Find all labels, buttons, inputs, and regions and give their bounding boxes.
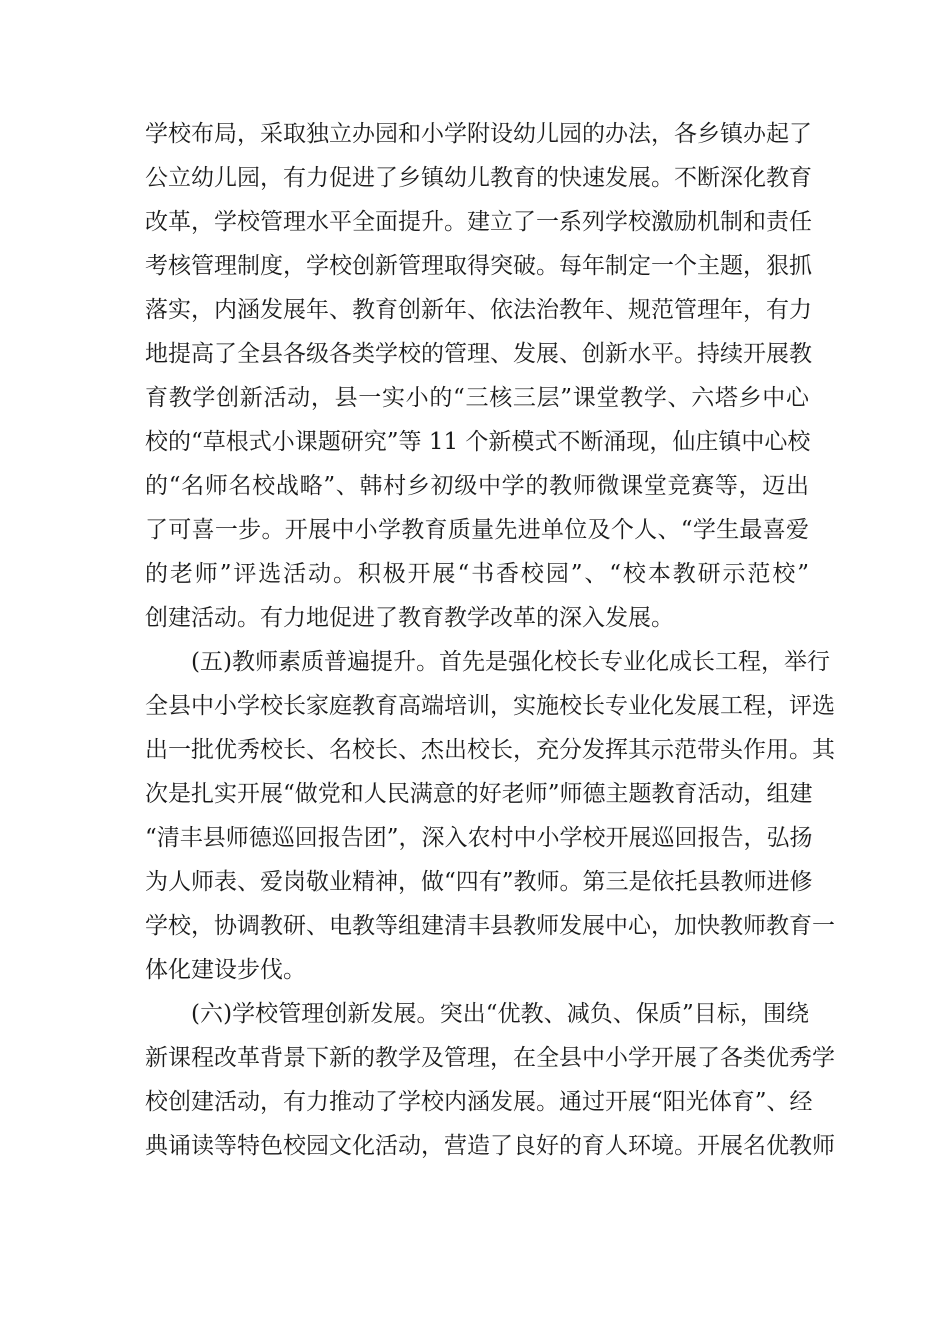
text-line: 考核管理制度，学校创新管理取得突破。每年制定一个主题，狠抓 [145, 253, 812, 279]
text-line: 校的“草根式小课题研究”等 11 个新模式不断涌现，仙庄镇中心校 [145, 429, 811, 455]
paragraph-school-management [145, 992, 835, 1168]
text-line: 改革，学校管理水平全面提升。建立了一系列学校激励机制和责任 [145, 209, 812, 235]
text-line: 校创建活动，有力推动了学校内涵发展。通过开展“阳光体育”、经 [145, 1089, 813, 1115]
text-line: (六)学校管理创新发展。突出“优教、减负、保质”目标，围绕 [191, 1001, 809, 1027]
text-line: 出一批优秀校长、名校长、杰出校长，充分发挥其示范带头作用。其 [145, 737, 835, 763]
text-line: 全县中小学校长家庭教育高端培训，实施校长专业化发展工程，评选 [145, 693, 835, 719]
text-line: 了可喜一步。开展中小学教育质量先进单位及个人、“学生最喜爱 [145, 517, 809, 543]
text-line: 育教学创新活动，县一实小的“三核三层”课堂教学、六塔乡中心 [145, 385, 809, 411]
text-line: 典诵读等特色校园文化活动，营造了良好的育人环境。开展名优教师 [145, 1133, 835, 1159]
text-line: 次是扎实开展“做党和人民满意的好老师”师德主题教育活动，组建 [145, 781, 813, 807]
text-line: 创建活动。有力地促进了教育教学改革的深入发展。 [145, 605, 674, 631]
text-line: 体化建设步伐。 [145, 957, 306, 983]
text-line: 学校布局，采取独立办园和小学附设幼儿园的办法，各乡镇办起了 [145, 121, 812, 147]
text-line: (五)教师素质普遍提升。首先是强化校长专业化成长工程，举行 [191, 649, 830, 675]
text-line: “清丰县师德巡回报告团”，深入农村中小学校开展巡回报告，弘扬 [145, 825, 813, 851]
text-line: 为人师表、爱岗敬业精神，做“四有”教师。第三是依托县教师进修 [145, 869, 813, 895]
text-line: 学校，协调教研、电教等组建清丰县教师发展中心，加快教师教育一 [145, 913, 835, 939]
text-line: 地提高了全县各级各类学校的管理、发展、创新水平。持续开展教 [145, 341, 812, 367]
text-line: 的“名师名校战略”、韩村乡初级中学的教师微课堂竞赛等，迈出 [145, 473, 809, 499]
text-line: 落实，内涵发展年、教育创新年、依法治教年、规范管理年，有力 [145, 297, 812, 323]
text-line: 的老师”评选活动。积极开展“书香校园”、“校本教研示范校” [145, 561, 809, 587]
paragraph-school-layout [145, 112, 812, 640]
text-line: 新课程改革背景下新的教学及管理，在全县中小学开展了各类优秀学 [145, 1045, 835, 1071]
paragraph-teacher-quality [145, 640, 835, 992]
text-line: 公立幼儿园，有力促进了乡镇幼儿教育的快速发展。不断深化教育 [145, 165, 812, 191]
document-body [145, 112, 835, 1168]
